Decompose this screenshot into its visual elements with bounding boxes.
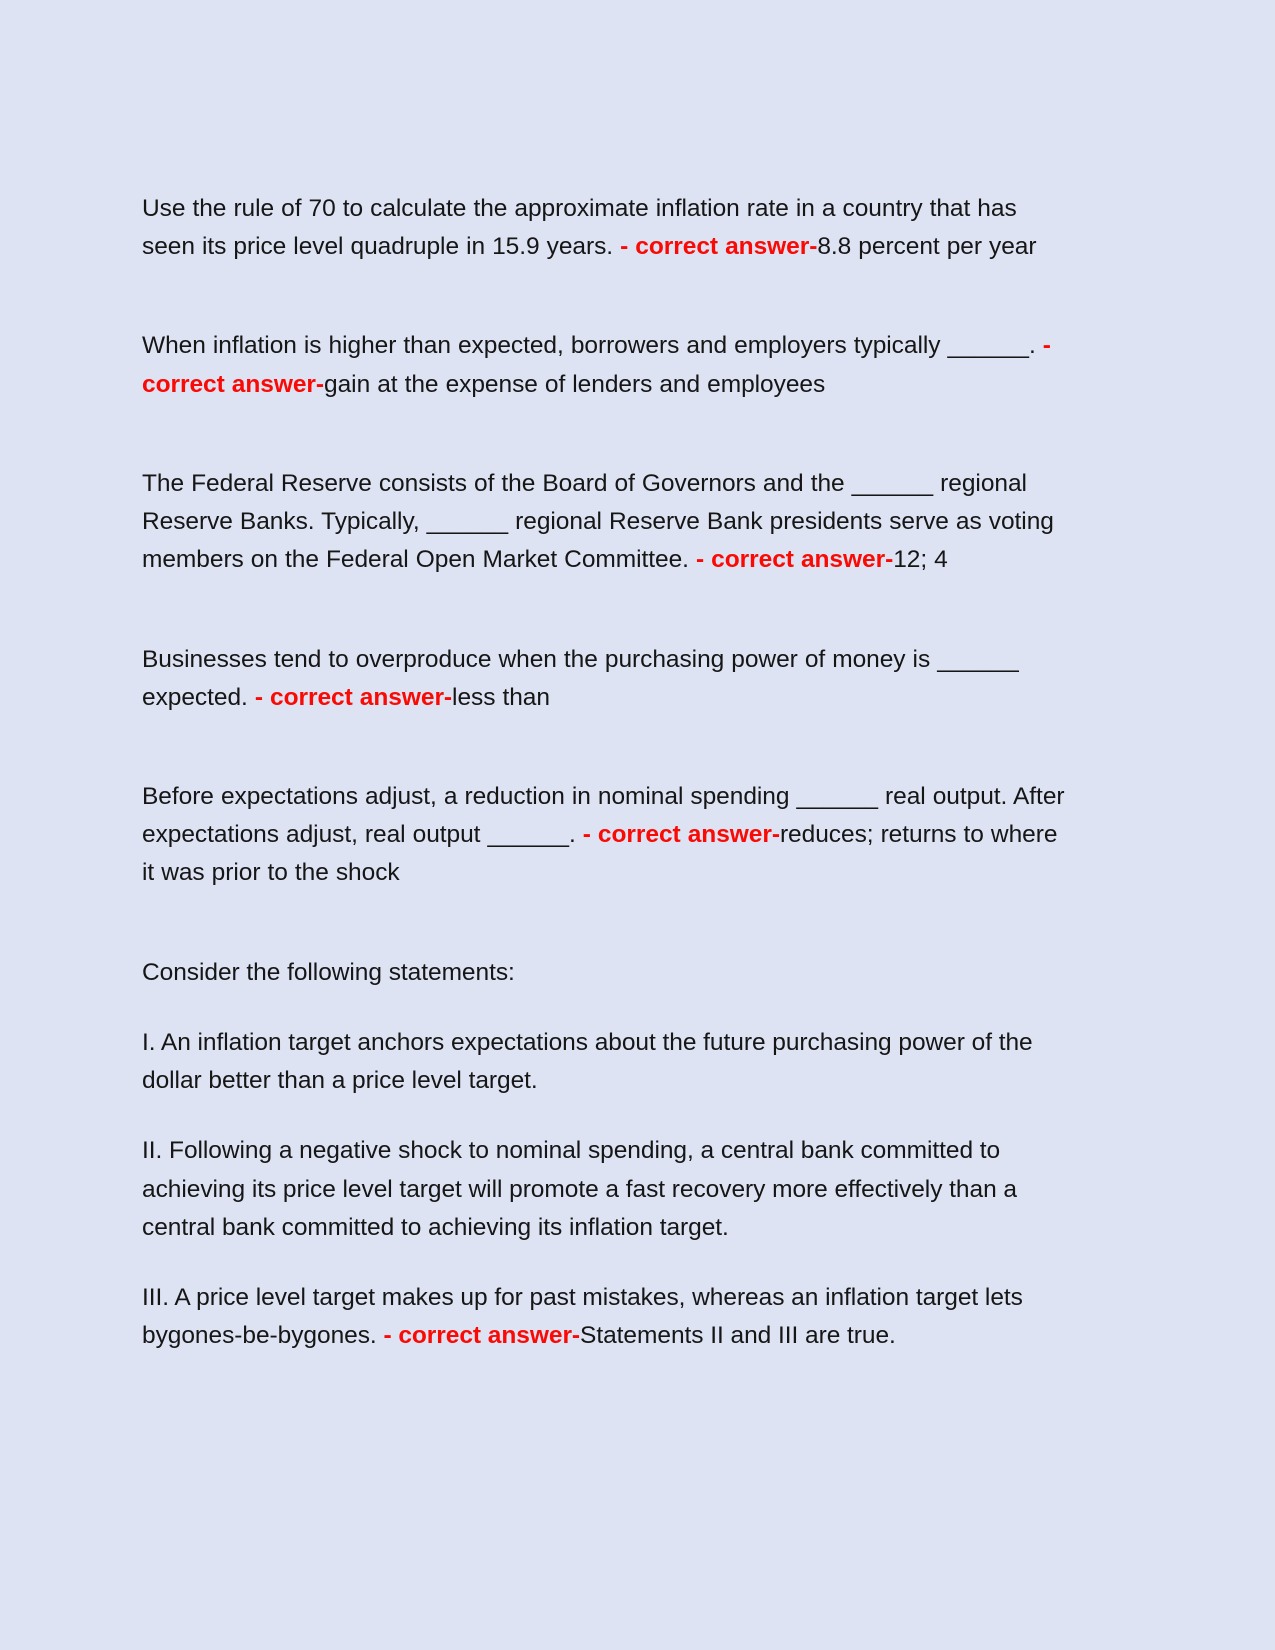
answer-text: 12; 4	[893, 546, 948, 574]
question-text: When inflation is higher than expected, borrowers and employers typically ______.	[142, 332, 1043, 360]
correct-answer-marker: - correct answer-	[696, 546, 894, 574]
qa-item-expectations-adjust	[142, 778, 1072, 893]
document-content	[142, 190, 1072, 1416]
answer-text: Statements II and III are true.	[580, 1322, 896, 1350]
qa-item-statements-question	[142, 954, 1072, 1356]
qa-item-inflation-higher-than-expected	[142, 327, 1072, 403]
question-text: The Federal Reserve consists of the Board of Governors and the ______ regional Reserve Banks. Typically, ______ regional Reserve Bank presidents serve as voting members on the Federal Open Market Committee.	[142, 469, 1054, 574]
qa-item-businesses-overproduce	[142, 641, 1072, 717]
statements-intro: Consider the following statements:	[142, 958, 515, 986]
correct-answer-marker: - correct answer-	[383, 1322, 581, 1350]
correct-answer-marker: - correct answer-	[142, 332, 1051, 398]
correct-answer-marker: - correct answer-	[582, 821, 780, 849]
answer-text: reduces; returns to where it was prior to the shock	[142, 821, 1058, 887]
qa-item-federal-reserve-structure	[142, 465, 1072, 580]
statement-item-iii	[142, 1279, 1072, 1355]
statement-item-ii: II. Following a negative shock to nominal spending, a central bank committed to achieving its price level target will promote a fast recovery more effectively than a central bank committed to achieving its inflation target.	[142, 1137, 1017, 1241]
qa-item-rule-of-70	[142, 190, 1072, 266]
question-text: Use the rule of 70 to calculate the approximate inflation rate in a country that has seen its price level quadruple in 15.9 years.	[142, 195, 1017, 261]
answer-text: less than	[452, 683, 550, 711]
correct-answer-marker: - correct answer-	[254, 683, 453, 711]
question-text: Businesses tend to overproduce when the purchasing power of money is ______ expected.	[142, 645, 1019, 711]
correct-answer-marker: - correct answer-	[620, 233, 818, 261]
question-text: Before expectations adjust, a reduction in nominal spending ______ real output. After expectations adjust, real output ______.	[142, 782, 1065, 849]
statement-item-i: I. An inflation target anchors expectations about the future purchasing power of the dollar better than a price level target.	[142, 1028, 1033, 1095]
statement-text: III. A price level target makes up for past mistakes, whereas an inflation target lets bygones-be-bygones.	[142, 1283, 1023, 1350]
answer-text: 8.8 percent per year	[817, 233, 1037, 261]
answer-text: gain at the expense of lenders and employees	[324, 370, 826, 398]
